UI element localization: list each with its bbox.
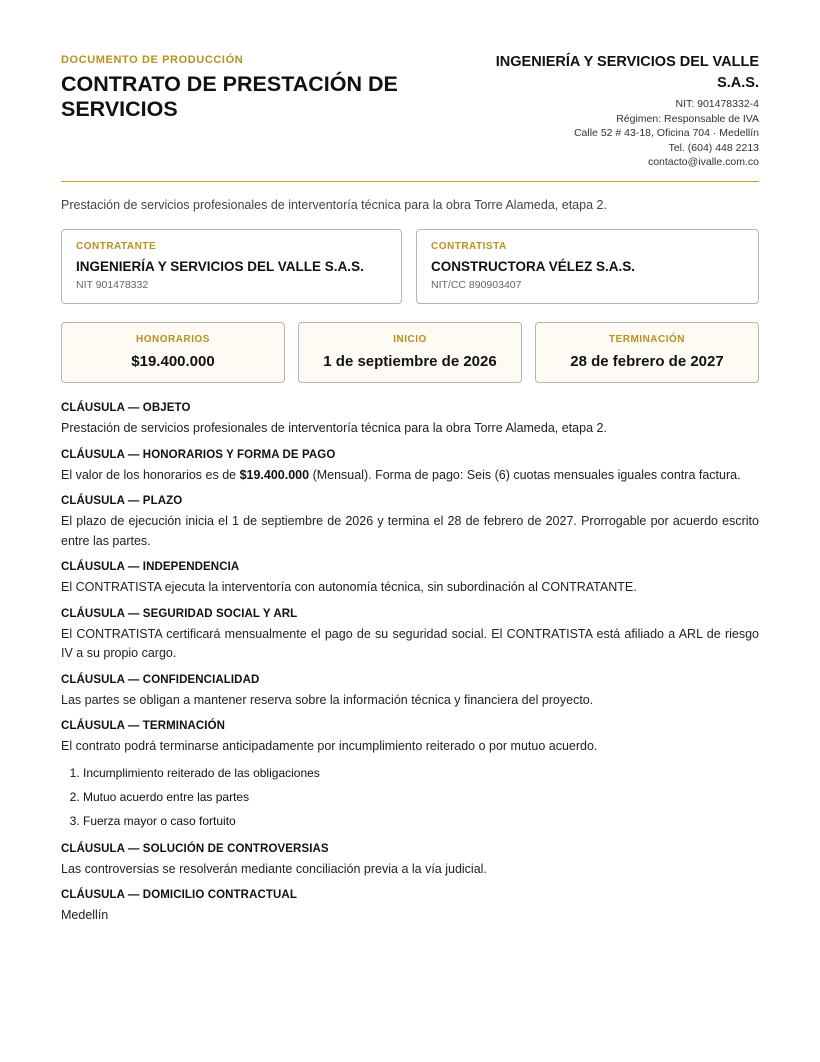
clause-text: Las partes se obligan a mantener reserva sobre la información técnica y financiera del proyecto. [61, 692, 594, 707]
clause-independencia [61, 561, 759, 598]
clause-heading: CLÁUSULA — DOMICILIO CONTRACTUAL [61, 889, 297, 901]
clause-text-before: El valor de los honorarios es de [61, 467, 240, 482]
company-name: INGENIERÍA Y SERVICIOS DEL VALLE S.A.S. [495, 54, 759, 91]
clause-heading: CLÁUSULA — INDEPENDENCIA [61, 561, 240, 573]
end-label: TERMINACIÓN [608, 334, 686, 345]
list-item: 1. Incumplimiento reiterado de las obligaciones [83, 761, 759, 785]
clause-heading: CLÁUSULA — PLAZO [61, 495, 183, 507]
clause-terminacion [61, 720, 759, 833]
clause-honorarios [61, 449, 759, 486]
clause-heading: CLÁUSULA — TERMINACIÓN [61, 720, 226, 732]
contratista-card [416, 229, 759, 304]
contract-summary [61, 322, 759, 384]
start-summary-box [298, 322, 522, 383]
company-address: Calle 52 # 43-18, Oficina 704 · Medellín [573, 127, 759, 139]
contratista-name: CONSTRUCTORA VÉLEZ S.A.S. [431, 259, 636, 274]
end-summary-box [535, 322, 759, 383]
termination-causes-list [61, 761, 759, 833]
list-item: 2. Mutuo acuerdo entre las partes [83, 785, 759, 809]
company-info [469, 52, 759, 170]
clause-text: El CONTRATISTA ejecuta la interventoría con autonomía técnica, sin subordinación al CONTRATANTE. [61, 580, 637, 594]
contratante-id: NIT 901478332 [76, 279, 149, 291]
start-label: INICIO [393, 334, 427, 345]
document-label: DOCUMENTO DE PRODUCCIÓN [61, 54, 244, 66]
fee-amount: $19.400.000 [239, 467, 310, 482]
clause-controversias [61, 843, 759, 880]
contratante-name: INGENIERÍA Y SERVICIOS DEL VALLE S.A.S. [76, 259, 364, 274]
clause-seguridad-social [61, 608, 759, 664]
clause-heading: CLÁUSULA — SEGURIDAD SOCIAL Y ARL [61, 607, 298, 620]
clause-heading: CLÁUSULA — SOLUCIÓN DE CONTROVERSIAS [61, 842, 329, 855]
clause-text: El plazo de ejecución inicia el 1 de septiembre de 2026 y termina el 28 de febrero de 2027. Prorrogable por acuerdo escrito entre las partes. [61, 514, 759, 548]
clause-text: Medellín [61, 908, 109, 922]
clause-text: El contrato podrá terminarse anticipadamente por incumplimiento reiterado o por mutuo acuerdo. [61, 739, 598, 753]
clause-text: Las controversias se resolverán mediante conciliación previa a la vía judicial. [61, 861, 487, 876]
company-email: contacto@ivalle.com.co [647, 156, 759, 168]
clause-plazo [61, 495, 759, 551]
fees-summary-box [61, 322, 285, 383]
end-value: 28 de febrero de 2027 [570, 353, 724, 370]
clause-domicilio [61, 889, 759, 926]
contratista-id: NIT/CC 890903407 [431, 279, 522, 291]
document-title: CONTRATO DE PRESTACIÓN DE SERVICIOS [61, 72, 398, 121]
clause-objeto [61, 402, 759, 439]
clause-text-after: (Mensual). Forma de pago: Seis (6) cuotas mensuales iguales contra factura. [309, 467, 741, 482]
start-value: 1 de septiembre de 2026 [323, 353, 497, 370]
clause-confidencialidad [61, 674, 759, 711]
clause-heading: CLÁUSULA — HONORARIOS Y FORMA DE PAGO [61, 448, 336, 461]
clause-text: Prestación de servicios profesionales de interventoría técnica para la obra Torre Alameda, etapa 2. [61, 421, 607, 435]
list-item: 3. Fuerza mayor o caso fortuito [83, 809, 759, 833]
contract-intro: Prestación de servicios profesionales de interventoría técnica para la obra Torre Alameda, etapa 2. [61, 198, 607, 212]
clause-text: El CONTRATISTA certificará mensualmente el pago de su seguridad social. El CONTRATISTA está afiliado a ARL de riesgo IV a su propio cargo. [61, 626, 759, 660]
clauses-section [61, 402, 759, 936]
clause-heading: CLÁUSULA — OBJETO [61, 402, 191, 414]
contratante-card [61, 229, 402, 304]
fees-label: HONORARIOS [136, 334, 210, 345]
document-header [61, 0, 759, 182]
parties-section [61, 229, 759, 306]
clause-text [61, 466, 759, 486]
contratante-role: CONTRATANTE [76, 241, 157, 252]
company-regime: Régimen: Responsable de IVA [616, 112, 759, 125]
clause-heading: CLÁUSULA — CONFIDENCIALIDAD [61, 673, 260, 686]
company-nit: NIT: 901478332-4 [675, 98, 759, 110]
contratista-role: CONTRATISTA [431, 241, 507, 252]
fees-value: $19.400.000 [131, 353, 215, 370]
company-phone: Tel. (604) 448 2213 [668, 141, 759, 154]
